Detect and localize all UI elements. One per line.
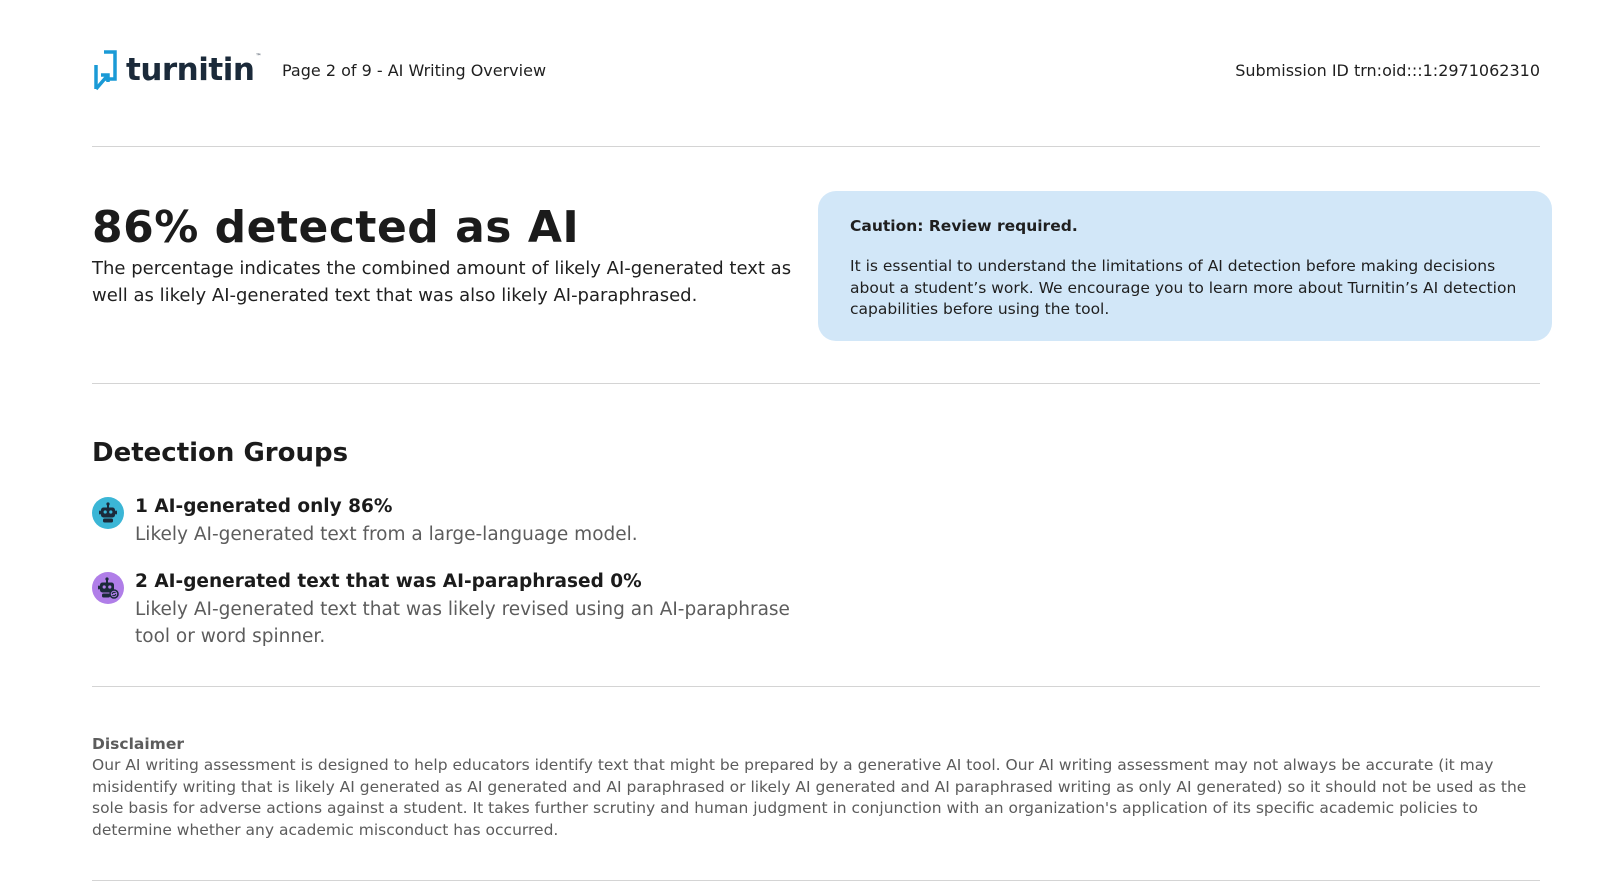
divider: [92, 383, 1540, 384]
ai-score-description: The percentage indicates the combined amount of likely AI-generated text as well as likely AI-generated text that was also likely AI-paraphrased.: [92, 258, 792, 306]
turnitin-logo-icon: [92, 49, 118, 95]
report-header: [92, 48, 1540, 96]
robot-icon: [92, 497, 124, 529]
submission-id: Submission ID trn:oid:::1:2971062310: [1235, 61, 1540, 80]
caution-text: It is essential to understand the limitations of AI detection before making decisions about a student’s work. We encourage you to learn more about Turnitin’s AI detection capabilities before using the tool.: [850, 257, 1517, 318]
divider: [92, 880, 1540, 881]
caution-title: Caution: Review required.: [850, 217, 1078, 235]
ai-score-title: 86% detected as AI: [92, 202, 580, 253]
detection-groups-title: Detection Groups: [92, 438, 349, 468]
detection-group-heading: 1 AI-generated only 86%: [135, 496, 393, 517]
page-indicator: Page 2 of 9 - AI Writing Overview: [282, 61, 547, 80]
logo-wordmark: turnitin: [126, 51, 255, 88]
detection-group-description: Likely AI-generated text that was likely revised using an AI-paraphrase tool or word spinner.: [135, 599, 790, 647]
disclaimer-text: Our AI writing assessment is designed to help educators identify text that might be prepared by a generative AI tool. Our AI writing assessment may not always be accurate (it may misidentify writing that is likely AI generated as AI generated and AI paraphrased or likely AI generated and AI paraphrased writing as only AI generated) so it should not be used as the sole basis for adverse actions against a student. It takes further scrutiny and human judgment in conjunction with an organization's application of its specific academic policies to determine whether any academic misconduct has occurred.: [92, 756, 1527, 839]
caution-box: [818, 191, 1552, 341]
detection-group-description: Likely AI-generated text from a large-language model.: [135, 524, 638, 545]
logo-trademark: ™: [255, 52, 262, 60]
detection-group-ai-generated: [92, 495, 812, 545]
divider: [92, 146, 1540, 147]
detection-group-heading: 2 AI-generated text that was AI-paraphrased 0%: [135, 571, 642, 592]
divider: [92, 686, 1540, 687]
robot-paraphrase-icon: [92, 572, 124, 604]
turnitin-logo: [92, 48, 261, 96]
detection-group-ai-paraphrased: [92, 570, 812, 650]
disclaimer-title: Disclaimer: [92, 735, 184, 753]
